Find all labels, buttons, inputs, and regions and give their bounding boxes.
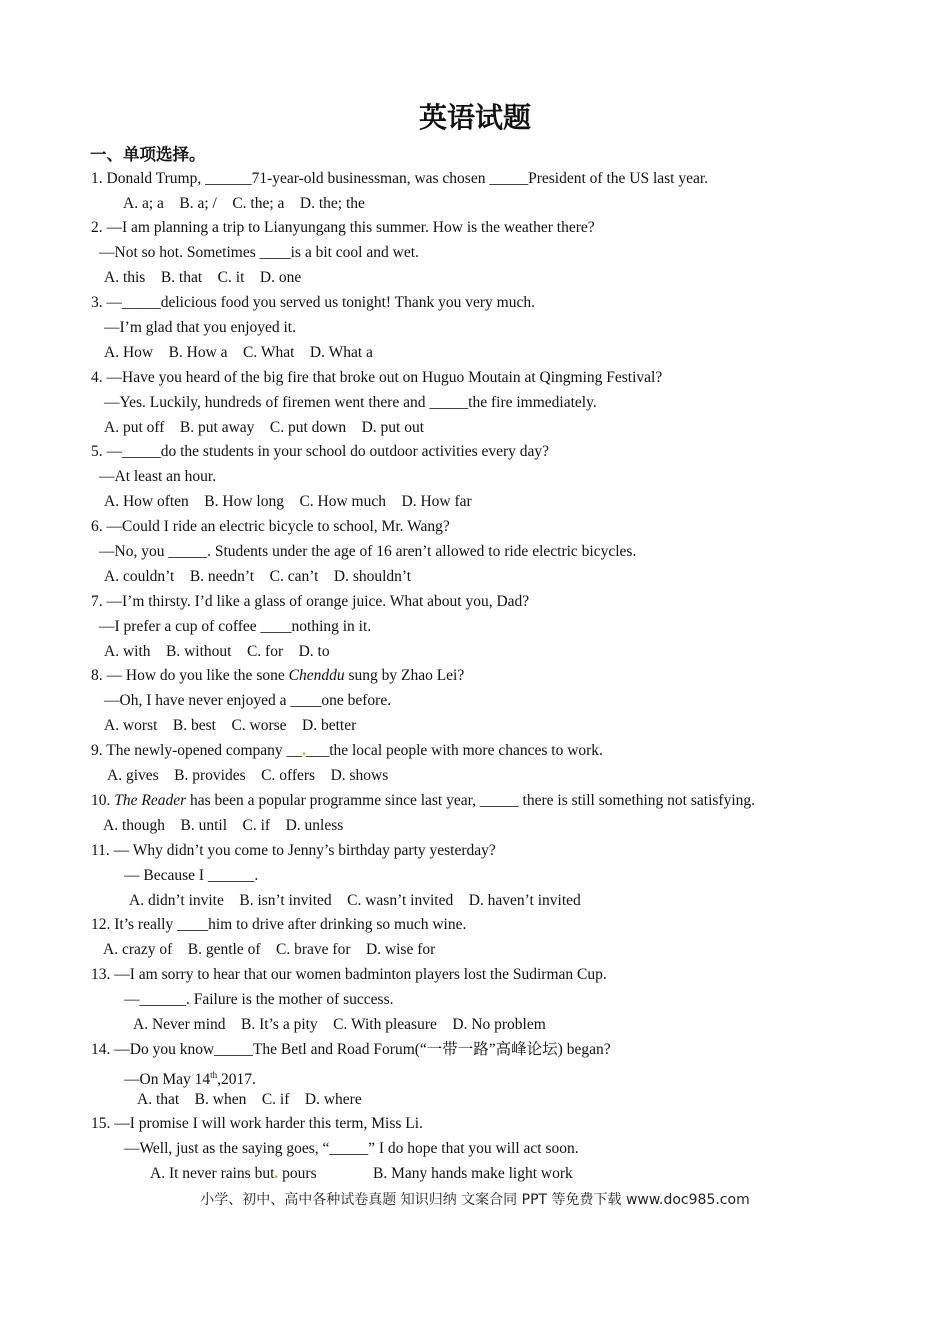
- question-9-text-b: ___the local people with more chances to work.: [305, 742, 603, 759]
- question-10: [91, 791, 755, 811]
- question-8-text-b: sung by Zhao Lei?: [344, 667, 465, 684]
- question-11: 11. — Why didn’t you come to Jenny’s birthday party yesterday?: [91, 842, 496, 859]
- question-13: 13. —I am sorry to hear that our women badminton players lost the Sudirman Cup.: [91, 966, 607, 983]
- question-10-text: has been a popular programme since last year, _____ there is still something not satisfying.: [186, 792, 756, 809]
- date-text: —On May 14: [124, 1071, 211, 1089]
- option-a-text-a: A. It never rains but: [150, 1165, 275, 1182]
- question-13-answer: —______. Failure is the mother of success.: [124, 991, 394, 1008]
- question-13-options: A. Never mind B. It’s a pity C. With pleasure D. No problem: [133, 1016, 546, 1033]
- date-year: ,2017.: [217, 1071, 256, 1089]
- question-8-answer: —Oh, I have never enjoyed a ____one before.: [104, 692, 392, 709]
- question-3-answer: —I’m glad that you enjoyed it.: [104, 319, 296, 336]
- programme-title: The Reader: [114, 792, 187, 809]
- question-6-answer: —No, you _____. Students under the age of 16 aren’t allowed to ride electric bicycles.: [99, 543, 637, 560]
- question-11-options: A. didn’t invite B. isn’t invited C. wasn’t invited D. haven’t invited: [129, 892, 581, 909]
- question-8: [91, 666, 464, 686]
- section-heading: 一、单项选择。: [90, 145, 206, 164]
- question-3: 3. —_____delicious food you served us tonight! Thank you very much.: [91, 294, 535, 311]
- question-9-text-a: 9. The newly-opened company __: [91, 742, 303, 759]
- question-12: 12. It’s really ____him to drive after drinking so much wine.: [91, 916, 467, 933]
- question-2: 2. —I am planning a trip to Lianyungang this summer. How is the weather there?: [91, 219, 595, 236]
- question-6: 6. —Could I ride an electric bicycle to school, Mr. Wang?: [91, 518, 450, 535]
- question-10-number: 10.: [91, 792, 115, 809]
- question-3-options: A. How B. How a C. What D. What a: [104, 344, 373, 361]
- question-14-answer: [124, 1065, 256, 1090]
- question-9: [91, 741, 603, 761]
- question-1: 1. Donald Trump, ______71-year-old businessman, was chosen _____President of the US last year.: [91, 170, 709, 187]
- question-15-option-b: B. Many hands make light work: [373, 1165, 573, 1182]
- page-title: 英语试题: [418, 101, 531, 134]
- question-8-options: A. worst B. best C. worse D. better: [104, 717, 357, 734]
- question-7-answer: —I prefer a cup of coffee ____nothing in it.: [99, 618, 372, 635]
- question-5-answer: —At least an hour.: [99, 468, 217, 485]
- question-6-options: A. couldn’t B. needn’t C. can’t D. shouldn’t: [104, 568, 412, 585]
- song-title: Chenddu: [288, 667, 345, 684]
- question-14-options: A. that B. when C. if D. where: [137, 1091, 362, 1108]
- question-11-answer: — Because I ______.: [124, 867, 259, 884]
- question-4: 4. —Have you heard of the big fire that broke out on Huguo Moutain at Qingming Festival?: [91, 369, 663, 386]
- option-a-text-b: pours: [278, 1165, 317, 1182]
- question-7: 7. —I’m thirsty. I’d like a glass of orange juice. What about you, Dad?: [91, 593, 530, 610]
- orange-mark: .: [302, 742, 306, 759]
- question-9-options: A. gives B. provides C. offers D. shows: [107, 767, 389, 784]
- question-2-options: A. this B. that C. it D. one: [104, 269, 302, 286]
- question-15-option-a: [150, 1164, 317, 1184]
- question-15: 15. —I promise I will work harder this term, Miss Li.: [91, 1115, 423, 1132]
- question-7-options: A. with B. without C. for D. to: [104, 643, 330, 660]
- question-10-options: A. though B. until C. if D. unless: [103, 817, 344, 834]
- question-1-options: A. a; a B. a; / C. the; a D. the; the: [123, 195, 365, 212]
- question-12-options: A. crazy of B. gentle of C. brave for D. wise for: [103, 941, 436, 958]
- question-5-options: A. How often B. How long C. How much D. How far: [104, 493, 472, 510]
- date-ordinal: th: [210, 1070, 218, 1080]
- question-14: 14. —Do you know_____The Betl and Road Forum(“一带一路”高峰论坛) began?: [91, 1041, 611, 1058]
- question-4-answer: —Yes. Luckily, hundreds of firemen went there and _____the fire immediately.: [104, 394, 597, 411]
- question-15-answer: —Well, just as the saying goes, “_____” I do hope that you will act soon.: [124, 1140, 579, 1157]
- footer-banner: 小学、初中、高中各种试卷真题 知识归纳 文案合同 PPT 等免费下载 www.doc985.com: [200, 1192, 750, 1208]
- question-5: 5. —_____do the students in your school do outdoor activities every day?: [91, 443, 550, 460]
- orange-mark-2: .: [274, 1165, 279, 1182]
- question-2-answer: —Not so hot. Sometimes ____is a bit cool and wet.: [99, 244, 419, 261]
- question-4-options: A. put off B. put away C. put down D. put out: [104, 419, 425, 436]
- question-8-text-a: 8. — How do you like the sone: [91, 667, 289, 684]
